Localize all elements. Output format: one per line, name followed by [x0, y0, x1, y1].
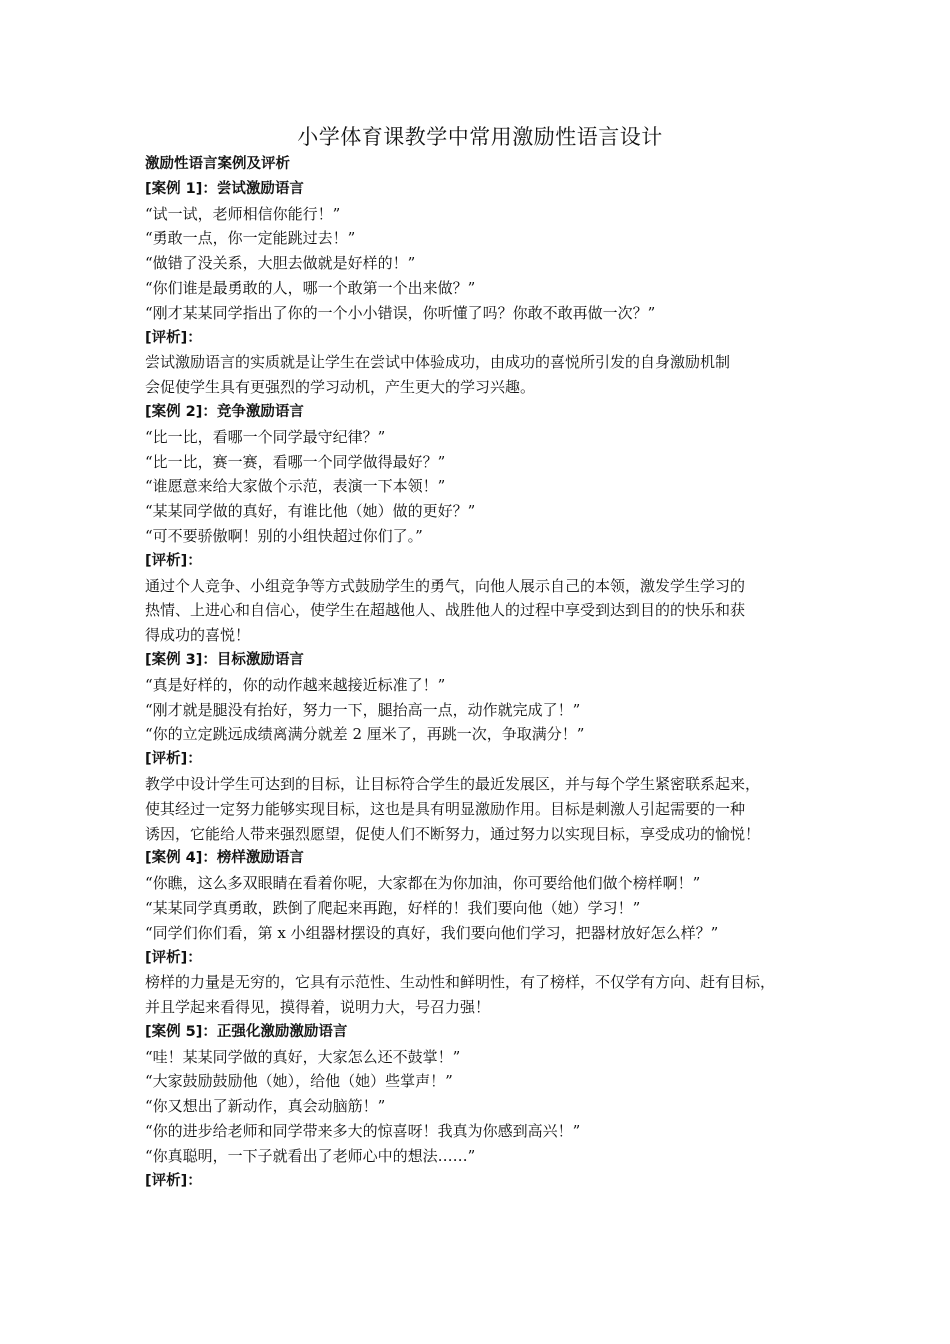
case-list	[145, 177, 813, 1194]
case-quote: “某某同学做的真好，有谁比他（她）做的更好？”	[145, 502, 476, 521]
case-block	[145, 648, 813, 846]
case-quote: “你瞧，这么多双眼睛在看着你呢，大家都在为你加油，你可要给他们做个榜样啊！”	[145, 874, 701, 893]
comment-label: [评析]：	[145, 751, 202, 768]
comment-text-line: 得成功的喜悦！	[145, 626, 251, 645]
case-quote: “刚才某某同学指出了你的一个小小错误，你听懂了吗？你敢不敢再做一次？”	[145, 303, 656, 322]
case-quote: “刚才就是腿没有抬好，努力一下，腿抬高一点，动作就完成了！”	[145, 700, 581, 719]
comment-label: [评析]：	[145, 552, 202, 569]
case-quote: “可不要骄傲啊！别的小组快超过你们了。”	[145, 526, 423, 545]
comment-text-line: 使其经过一定努力能够实现目标，这也是具有明显激励作用。目标是刺激人引起需要的一种	[145, 799, 746, 818]
comment-text-line: 尝试激励语言的实质就是让学生在尝试中体验成功，由成功的喜悦所引发的自身激励机制	[145, 353, 731, 372]
case-quote: “你真聪明，一下子就看出了老师心中的想法……”	[145, 1146, 476, 1165]
comment-label: [评析]：	[145, 949, 202, 966]
comment-text-line: 并且学起来看得见，摸得着，说明力大，号召力强！	[145, 998, 491, 1017]
case-quote: “谁愿意来给大家做个示范，表演一下本领！”	[145, 477, 446, 496]
case-quote: “你们谁是最勇敢的人，哪一个敢第一个出来做？”	[145, 278, 476, 297]
comment-text-line: 榜样的力量是无穷的，它具有示范性、生动性和鲜明性，有了榜样，不仅学有方向、赶有目标，	[145, 973, 776, 992]
comment-text-line: 会促使学生具有更强烈的学习动机，产生更大的学习兴趣。	[145, 378, 536, 397]
case-quote: “你的进步给老师和同学带来多大的惊喜呀！我真为你感到高兴！”	[145, 1122, 581, 1141]
comment-label: [评析]：	[145, 329, 202, 346]
case-quote: “你的立定跳远成绩离满分就差 2 厘米了，再跳一次，争取满分！”	[145, 725, 585, 744]
case-heading: [案例 1]：尝试激励语言	[145, 180, 304, 197]
case-heading: [案例 2]：竞争激励语言	[145, 403, 304, 420]
case-block	[145, 400, 813, 648]
case-quote: “比一比，看哪一个同学最守纪律？”	[145, 427, 386, 446]
section-heading: 激励性语言案例及评析	[145, 156, 290, 172]
case-quote: “真是好样的，你的动作越来越接近标准了！”	[145, 675, 446, 694]
comment-text-line: 通过个人竞争、小组竞争等方式鼓励学生的勇气，向他人展示自己的本领，激发学生学习的	[145, 576, 746, 595]
case-heading: [案例 5]：正强化激励激励语言	[145, 1023, 348, 1040]
case-quote: “做错了没关系，大胆去做就是好样的！”	[145, 254, 416, 273]
case-block	[145, 1020, 813, 1194]
case-quote: “同学们你们看，第 x 小组器材摆设的真好，我们要向他们学习，把器材放好怎么样？”	[145, 923, 719, 942]
case-block	[145, 846, 813, 1020]
comment-text-line: 诱因，它能给人带来强烈愿望，促使人们不断努力，通过努力以实现目标，享受成功的愉悦！	[145, 824, 761, 843]
case-quote: “比一比，赛一赛，看哪一个同学做得最好？”	[145, 452, 446, 471]
case-quote: “哇！某某同学做的真好，大家怎么还不鼓掌！”	[145, 1047, 461, 1066]
comment-text-line: 热情、上进心和自信心，使学生在超越他人、战胜他人的过程中享受到达到目的的快乐和获	[145, 601, 746, 620]
comment-text-line: 教学中设计学生可达到的目标，让目标符合学生的最近发展区，并与每个学生紧密联系起来，	[145, 774, 761, 793]
case-quote: “大家鼓励鼓励他（她），给他（她）些掌声！”	[145, 1072, 453, 1091]
case-heading: [案例 3]：目标激励语言	[145, 651, 304, 668]
case-heading: [案例 4]：榜样激励语言	[145, 850, 304, 867]
document-title: 小学体育课教学中常用激励性语言设计	[297, 125, 663, 149]
case-quote: “你又想出了新动作，真会动脑筋！”	[145, 1097, 386, 1116]
case-quote: “勇敢一点，你一定能跳过去！”	[145, 229, 356, 248]
case-quote: “某某同学真勇敢，跌倒了爬起来再跑，好样的！我们要向他（她）学习！”	[145, 898, 641, 917]
case-block	[145, 177, 813, 400]
comment-label: [评析]：	[145, 1172, 202, 1189]
case-quote: “试一试，老师相信你能行！”	[145, 204, 341, 223]
document-body	[145, 122, 813, 1193]
